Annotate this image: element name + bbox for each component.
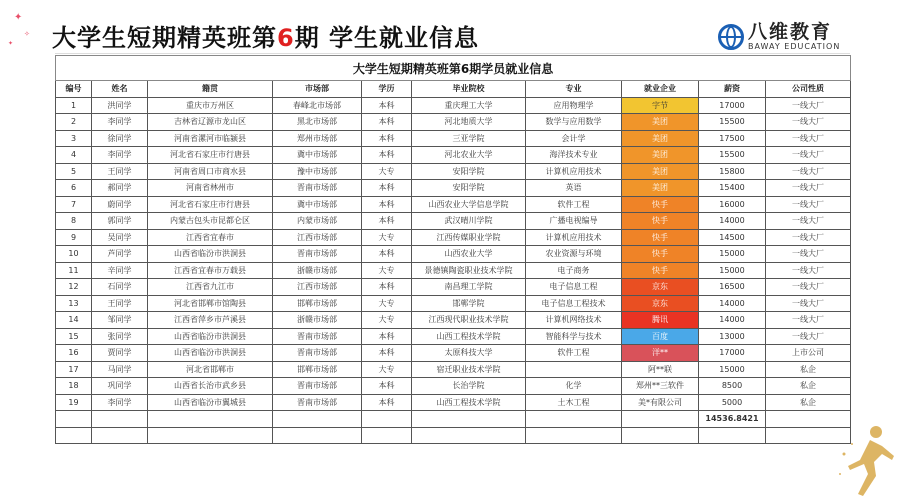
cell-market-dept: 冀中市场部 — [273, 147, 362, 164]
cell-education: 本科 — [362, 97, 412, 114]
cell-number: 17 — [56, 361, 92, 378]
table-row — [56, 345, 851, 362]
cell-company-type: 私企 — [766, 378, 851, 395]
cell-major: 会计学 — [526, 130, 622, 147]
cell-name: 马同学 — [92, 361, 148, 378]
column-header-company: 就业企业 — [622, 81, 699, 98]
cell-education: 本科 — [362, 196, 412, 213]
cell-origin: 河南省林州市 — [148, 180, 273, 197]
table-row — [56, 114, 851, 131]
cell-salary: 14500 — [699, 229, 766, 246]
table-row — [56, 196, 851, 213]
cell-name: 王同学 — [92, 163, 148, 180]
cell-major: 计算机网络技术 — [526, 312, 622, 329]
cell-salary: 8500 — [699, 378, 766, 395]
cell-major: 智能科学与技术 — [526, 328, 622, 345]
table-row — [56, 180, 851, 197]
cell-origin: 山西省临汾市洪洞县 — [148, 246, 273, 263]
table-row — [56, 213, 851, 230]
sparkle-icon: ✦ — [8, 40, 14, 47]
cell-major: 数学与应用数学 — [526, 114, 622, 131]
table-row — [56, 262, 851, 279]
cell-market-dept: 邯郸市场部 — [273, 361, 362, 378]
table-row — [56, 279, 851, 296]
cell-school: 景德镇陶瓷职业技术学院 — [412, 262, 526, 279]
cell-company: 快手 — [622, 213, 699, 230]
cell-school: 山西工程技术学院 — [412, 394, 526, 411]
empty-cell — [526, 427, 622, 444]
cell-market-dept: 郑州市场部 — [273, 130, 362, 147]
cell-company-type: 一线大厂 — [766, 229, 851, 246]
cell-name: 郝同学 — [92, 180, 148, 197]
cell-school: 长治学院 — [412, 378, 526, 395]
cell-education: 大专 — [362, 361, 412, 378]
cell-salary: 5000 — [699, 394, 766, 411]
cell-market-dept: 浙赣市场部 — [273, 312, 362, 329]
cell-education: 本科 — [362, 246, 412, 263]
cell-company-type: 私企 — [766, 361, 851, 378]
cell-school: 江西现代职业技术学院 — [412, 312, 526, 329]
cell-education: 本科 — [362, 114, 412, 131]
cell-company: 京东 — [622, 295, 699, 312]
cell-school: 安阳学院 — [412, 163, 526, 180]
cell-origin: 山西省长治市武乡县 — [148, 378, 273, 395]
cell-market-dept: 内蒙市场部 — [273, 213, 362, 230]
cell-market-dept: 晋南市场部 — [273, 394, 362, 411]
cell-company-type: 一线大厂 — [766, 147, 851, 164]
baway-logo — [718, 22, 840, 51]
cell-number: 7 — [56, 196, 92, 213]
empty-cell — [148, 411, 273, 428]
cell-school: 三亚学院 — [412, 130, 526, 147]
cell-salary: 17000 — [699, 345, 766, 362]
cell-name: 吴同学 — [92, 229, 148, 246]
cell-major: 电子商务 — [526, 262, 622, 279]
cell-education: 本科 — [362, 180, 412, 197]
empty-cell — [362, 427, 412, 444]
table-row — [56, 394, 851, 411]
cell-salary: 15500 — [699, 147, 766, 164]
cell-origin: 重庆市万州区 — [148, 97, 273, 114]
cell-company: 腾讯 — [622, 312, 699, 329]
cell-origin: 山西省临汾市翼城县 — [148, 394, 273, 411]
cell-salary: 14000 — [699, 312, 766, 329]
cell-school: 山西农业大学 — [412, 246, 526, 263]
cell-name: 王同学 — [92, 295, 148, 312]
cell-company: 快手 — [622, 229, 699, 246]
cell-origin: 河北省邯郸市 — [148, 361, 273, 378]
cell-salary: 14000 — [699, 295, 766, 312]
cell-company-type: 一线大厂 — [766, 312, 851, 329]
cell-school: 太原科技大学 — [412, 345, 526, 362]
cell-education: 大专 — [362, 312, 412, 329]
cell-number: 16 — [56, 345, 92, 362]
cell-name: 李同学 — [92, 147, 148, 164]
cell-number: 10 — [56, 246, 92, 263]
cell-company-type: 一线大厂 — [766, 213, 851, 230]
cell-company-type: 私企 — [766, 394, 851, 411]
cell-school: 山西工程技术学院 — [412, 328, 526, 345]
cell-major: 海洋技术专业 — [526, 147, 622, 164]
cell-education: 本科 — [362, 147, 412, 164]
cell-salary: 16000 — [699, 196, 766, 213]
column-header-name: 姓名 — [92, 81, 148, 98]
cell-market-dept: 晋南市场部 — [273, 378, 362, 395]
cell-major: 英语 — [526, 180, 622, 197]
cell-company: 美团 — [622, 180, 699, 197]
cell-school: 重庆理工大学 — [412, 97, 526, 114]
cell-education: 本科 — [362, 328, 412, 345]
column-header-education: 学历 — [362, 81, 412, 98]
cell-company-type: 一线大厂 — [766, 130, 851, 147]
cell-company: 郑州**三软件 — [622, 378, 699, 395]
cell-market-dept: 豫中市场部 — [273, 163, 362, 180]
cell-company-type: 一线大厂 — [766, 114, 851, 131]
cell-school: 江西传媒职业学院 — [412, 229, 526, 246]
cell-school: 武汉晴川学院 — [412, 213, 526, 230]
table-row — [56, 361, 851, 378]
cell-market-dept: 晋南市场部 — [273, 180, 362, 197]
cell-market-dept: 江西市场部 — [273, 229, 362, 246]
cell-company: 美团 — [622, 163, 699, 180]
cell-market-dept: 春峰北市场部 — [273, 97, 362, 114]
column-header-number: 编号 — [56, 81, 92, 98]
sparkle-icon: ✦ — [14, 12, 23, 23]
cell-education: 本科 — [362, 279, 412, 296]
cell-major — [526, 361, 622, 378]
empty-cell — [699, 427, 766, 444]
cell-number: 6 — [56, 180, 92, 197]
cell-company: 洋** — [622, 345, 699, 362]
cell-market-dept: 冀中市场部 — [273, 196, 362, 213]
cell-origin: 河北省石家庄市行唐县 — [148, 196, 273, 213]
table-row — [56, 328, 851, 345]
cell-origin: 山西省临汾市洪洞县 — [148, 345, 273, 362]
cell-education: 大专 — [362, 262, 412, 279]
cell-company: 阿**联 — [622, 361, 699, 378]
cell-company: 美团 — [622, 130, 699, 147]
column-header-market-dept: 市场部 — [273, 81, 362, 98]
cell-name: 徐同学 — [92, 130, 148, 147]
cell-school: 南昌理工学院 — [412, 279, 526, 296]
cell-number: 19 — [56, 394, 92, 411]
cell-major: 软件工程 — [526, 345, 622, 362]
cell-education: 本科 — [362, 345, 412, 362]
empty-cell — [273, 427, 362, 444]
cell-salary: 14000 — [699, 213, 766, 230]
cell-major: 电子信息工程 — [526, 279, 622, 296]
empty-cell — [526, 411, 622, 428]
cell-salary: 15000 — [699, 262, 766, 279]
cell-education: 本科 — [362, 378, 412, 395]
cell-company: 美*有限公司 — [622, 394, 699, 411]
cell-company-type: 一线大厂 — [766, 196, 851, 213]
cell-market-dept: 晋南市场部 — [273, 246, 362, 263]
cell-number: 15 — [56, 328, 92, 345]
logo-cn: 八维教育 — [748, 21, 833, 43]
table-row — [56, 246, 851, 263]
cell-major: 化学 — [526, 378, 622, 395]
cell-company: 快手 — [622, 262, 699, 279]
cell-salary: 17000 — [699, 97, 766, 114]
cell-name: 辛同学 — [92, 262, 148, 279]
cell-name: 邹同学 — [92, 312, 148, 329]
logo-en: BAWAY EDUCATION — [748, 42, 841, 51]
cell-company-type: 一线大厂 — [766, 262, 851, 279]
cell-company-type: 一线大厂 — [766, 97, 851, 114]
cell-number: 13 — [56, 295, 92, 312]
cell-name: 张同学 — [92, 328, 148, 345]
cell-company-type: 一线大厂 — [766, 295, 851, 312]
cell-school: 邯郸学院 — [412, 295, 526, 312]
cell-company: 快手 — [622, 246, 699, 263]
cell-major: 应用物理学 — [526, 97, 622, 114]
cell-education: 本科 — [362, 394, 412, 411]
cell-market-dept: 黑北市场部 — [273, 114, 362, 131]
cell-number: 3 — [56, 130, 92, 147]
table-row — [56, 312, 851, 329]
cell-company-type: 一线大厂 — [766, 279, 851, 296]
empty-cell — [56, 411, 92, 428]
cell-company-type: 一线大厂 — [766, 246, 851, 263]
empty-cell — [148, 427, 273, 444]
cell-education: 大专 — [362, 229, 412, 246]
cell-education: 本科 — [362, 213, 412, 230]
empty-cell — [92, 427, 148, 444]
cell-company-type: 一线大厂 — [766, 328, 851, 345]
cell-market-dept: 邯郸市场部 — [273, 295, 362, 312]
cell-name: 石同学 — [92, 279, 148, 296]
sparkle-icon: ✧ — [24, 30, 30, 38]
cell-school: 山西农业大学信息学院 — [412, 196, 526, 213]
runner-decoration-icon — [830, 414, 900, 504]
cell-major: 软件工程 — [526, 196, 622, 213]
cell-number: 9 — [56, 229, 92, 246]
cell-name: 李同学 — [92, 114, 148, 131]
table-row — [56, 163, 851, 180]
cell-company-type: 一线大厂 — [766, 180, 851, 197]
cell-salary: 13000 — [699, 328, 766, 345]
cell-number: 18 — [56, 378, 92, 395]
cell-salary: 15800 — [699, 163, 766, 180]
empty-cell — [412, 411, 526, 428]
table-row — [56, 130, 851, 147]
cell-number: 14 — [56, 312, 92, 329]
cell-number: 8 — [56, 213, 92, 230]
cell-salary: 15000 — [699, 361, 766, 378]
cell-major: 计算机应用技术 — [526, 163, 622, 180]
cell-company: 京东 — [622, 279, 699, 296]
cell-name: 芦同学 — [92, 246, 148, 263]
empty-cell — [412, 427, 526, 444]
cell-school: 河北农业大学 — [412, 147, 526, 164]
cell-number: 12 — [56, 279, 92, 296]
table-row-empty — [56, 411, 851, 428]
empty-cell — [362, 411, 412, 428]
cell-number: 11 — [56, 262, 92, 279]
table-row — [56, 295, 851, 312]
empty-cell — [622, 427, 699, 444]
table-caption: 大学生短期精英班第6期学员就业信息 — [56, 56, 851, 81]
table-row — [56, 229, 851, 246]
cell-market-dept: 浙赣市场部 — [273, 262, 362, 279]
cell-company-type: 上市公司 — [766, 345, 851, 362]
cell-name: 巩同学 — [92, 378, 148, 395]
column-header-salary: 薪资 — [699, 81, 766, 98]
cell-major: 电子信息工程技术 — [526, 295, 622, 312]
cell-school: 河北地质大学 — [412, 114, 526, 131]
cell-market-dept: 江西市场部 — [273, 279, 362, 296]
cell-number: 2 — [56, 114, 92, 131]
cell-origin: 江西省宜春市万载县 — [148, 262, 273, 279]
cell-education: 本科 — [362, 130, 412, 147]
cell-company: 美团 — [622, 114, 699, 131]
cell-company: 百度 — [622, 328, 699, 345]
globe-icon — [718, 24, 744, 50]
cell-school: 安阳学院 — [412, 180, 526, 197]
table-row — [56, 147, 851, 164]
column-header-major: 专业 — [526, 81, 622, 98]
cell-number: 4 — [56, 147, 92, 164]
column-header-school: 毕业院校 — [412, 81, 526, 98]
cell-education: 大专 — [362, 295, 412, 312]
cell-salary: 15000 — [699, 246, 766, 263]
cell-market-dept: 晋南市场部 — [273, 345, 362, 362]
empty-cell — [273, 411, 362, 428]
cell-company: 快手 — [622, 196, 699, 213]
table-row — [56, 97, 851, 114]
employment-table — [55, 55, 851, 444]
cell-name: 李同学 — [92, 394, 148, 411]
empty-cell — [92, 411, 148, 428]
cell-salary: 16500 — [699, 279, 766, 296]
column-header-origin: 籍贯 — [148, 81, 273, 98]
cell-name: 蔚同学 — [92, 196, 148, 213]
cell-salary: 15400 — [699, 180, 766, 197]
average-salary: 14536.8421 — [699, 411, 766, 428]
table-row — [56, 378, 851, 395]
cell-major: 计算机应用技术 — [526, 229, 622, 246]
cell-origin: 江西省九江市 — [148, 279, 273, 296]
table-row-empty — [56, 427, 851, 444]
cell-company-type: 一线大厂 — [766, 163, 851, 180]
table-header — [56, 81, 851, 98]
cell-major: 农业资源与环境 — [526, 246, 622, 263]
cell-company: 字节 — [622, 97, 699, 114]
cell-origin: 山西省临汾市洪洞县 — [148, 328, 273, 345]
cell-origin: 吉林省辽源市龙山区 — [148, 114, 273, 131]
cell-salary: 15500 — [699, 114, 766, 131]
column-header-company-type: 公司性质 — [766, 81, 851, 98]
empty-cell — [622, 411, 699, 428]
empty-cell — [56, 427, 92, 444]
cell-market-dept: 晋南市场部 — [273, 328, 362, 345]
cell-number: 1 — [56, 97, 92, 114]
cell-school: 宿迁职业技术学院 — [412, 361, 526, 378]
slide-title: 大学生短期精英班第6期 学生就业信息 — [52, 24, 480, 52]
cell-major: 广播电视编导 — [526, 213, 622, 230]
cell-major: 土木工程 — [526, 394, 622, 411]
cell-origin: 江西省萍乡市芦溪县 — [148, 312, 273, 329]
cell-education: 大专 — [362, 163, 412, 180]
cell-origin: 江西省宜春市 — [148, 229, 273, 246]
cell-origin: 河南省周口市商水县 — [148, 163, 273, 180]
cell-salary: 17500 — [699, 130, 766, 147]
cell-origin: 河北省石家庄市行唐县 — [148, 147, 273, 164]
cell-origin: 内蒙古包头市昆都仑区 — [148, 213, 273, 230]
cell-origin: 河北省邯郸市馆陶县 — [148, 295, 273, 312]
cell-name: 郭同学 — [92, 213, 148, 230]
cell-number: 5 — [56, 163, 92, 180]
cell-name: 洪同学 — [92, 97, 148, 114]
cell-name: 贾同学 — [92, 345, 148, 362]
cell-company: 美团 — [622, 147, 699, 164]
cell-origin: 河南省漯河市临颍县 — [148, 130, 273, 147]
